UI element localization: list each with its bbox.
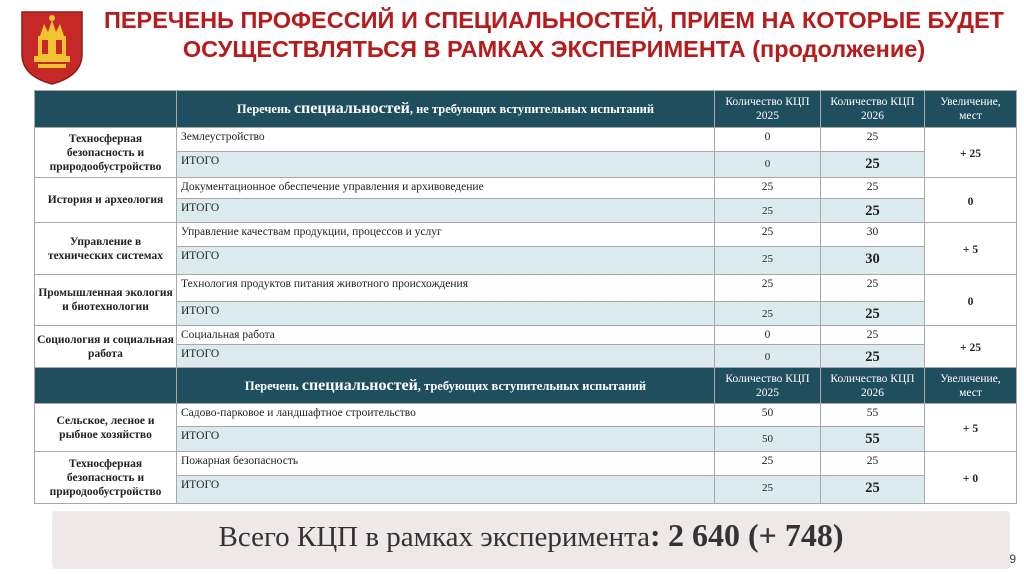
header-kcp-2025: Количество КЦП 2025: [715, 91, 821, 128]
header-increase: Увеличение, мест: [925, 91, 1017, 128]
kcp-2025: 25: [715, 178, 821, 199]
total-2026: 25: [821, 345, 925, 368]
table-row-total: [35, 345, 1017, 368]
table-row-total: [35, 199, 1017, 223]
table-row-total: [35, 427, 1017, 452]
table-row-total: [35, 152, 1017, 178]
kcp-2025: 25: [715, 452, 821, 476]
kcp-2026: 25: [821, 128, 925, 152]
header-blank: [35, 91, 177, 128]
specialty-name: Садово-парковое и ландшафтное строительство: [177, 404, 715, 427]
total-2026: 30: [821, 247, 925, 275]
table-row: [35, 452, 1017, 476]
total-2026: 25: [821, 476, 925, 504]
table-header-1: [35, 91, 1017, 128]
total-2025: 25: [715, 476, 821, 504]
table-row: [35, 326, 1017, 345]
group-name: Техносферная безопасность и природообустройство: [35, 128, 177, 178]
header-title: Перечень специальностей, не требующих вступительных испытаний: [177, 91, 715, 128]
total-label: ИТОГО: [177, 476, 715, 504]
total-summary-label: Всего КЦП в рамках эксперимента: [218, 521, 651, 553]
specialty-name: Землеустройство: [177, 128, 715, 152]
specialty-name: Управление качествам продукции, процессов и услуг: [177, 223, 715, 247]
header-kcp-2025: Количество КЦП 2025: [715, 368, 821, 404]
header-increase: Увеличение, мест: [925, 368, 1017, 404]
table-row-total: [35, 302, 1017, 326]
header-kcp-2026: Количество КЦП 2026: [821, 91, 925, 128]
total-2025: 0: [715, 345, 821, 368]
total-label: ИТОГО: [177, 345, 715, 368]
total-summary-colon: :: [650, 517, 661, 553]
increase-value: 0: [925, 275, 1017, 326]
increase-value: + 25: [925, 128, 1017, 178]
table-row: [35, 178, 1017, 199]
kcp-2025: 25: [715, 275, 821, 302]
increase-value: + 0: [925, 452, 1017, 504]
kcp-2025: 0: [715, 128, 821, 152]
increase-value: + 25: [925, 326, 1017, 368]
coat-of-arms-logo: [20, 10, 84, 86]
kcp-2026: 30: [821, 223, 925, 247]
group-name: Социология и социальная работа: [35, 326, 177, 368]
group-name: Промышленная экология и биотехнологии: [35, 275, 177, 326]
total-2025: 0: [715, 152, 821, 178]
group-name: Управление в технических системах: [35, 223, 177, 275]
table-header-2: [35, 368, 1017, 404]
increase-value: + 5: [925, 404, 1017, 452]
table-row-total: [35, 476, 1017, 504]
table-row: [35, 128, 1017, 152]
total-label: ИТОГО: [177, 199, 715, 223]
kcp-2025: 25: [715, 223, 821, 247]
total-2025: 25: [715, 302, 821, 326]
total-label: ИТОГО: [177, 152, 715, 178]
total-2025: 25: [715, 247, 821, 275]
table-row: [35, 275, 1017, 302]
group-name: Техносферная безопасность и природообустройство: [35, 452, 177, 504]
specialties-table: [34, 90, 1017, 504]
group-name: История и археология: [35, 178, 177, 223]
kcp-2026: 25: [821, 178, 925, 199]
total-2025: 50: [715, 427, 821, 452]
table-row: [35, 223, 1017, 247]
kcp-2026: 25: [821, 275, 925, 302]
group-name: Сельское, лесное и рыбное хозяйство: [35, 404, 177, 452]
total-summary-value: 2 640 (+ 748): [667, 517, 844, 553]
header-kcp-2026: Количество КЦП 2026: [821, 368, 925, 404]
kcp-2025: 50: [715, 404, 821, 427]
header-title: Перечень специальностей, требующих вступительных испытаний: [177, 368, 715, 404]
kcp-2026: 55: [821, 404, 925, 427]
page-number: 9: [1009, 552, 1016, 566]
total-2026: 25: [821, 302, 925, 326]
total-label: ИТОГО: [177, 302, 715, 326]
total-2026: 55: [821, 427, 925, 452]
total-label: ИТОГО: [177, 247, 715, 275]
page-title: ПЕРЕЧЕНЬ ПРОФЕССИЙ И СПЕЦИАЛЬНОСТЕЙ, ПРИЕМ НА КОТОРЫЕ БУДЕТ ОСУЩЕСТВЛЯТЬСЯ В РАМКАХ ЭКСПЕРИМЕНТА (продолжение): [103, 7, 1005, 62]
total-summary: [52, 511, 1010, 569]
total-2026: 25: [821, 152, 925, 178]
specialty-name: Документационное обеспечение управления и архивоведение: [177, 178, 715, 199]
total-label: ИТОГО: [177, 427, 715, 452]
kcp-2026: 25: [821, 452, 925, 476]
total-2025: 25: [715, 199, 821, 223]
specialty-name: Пожарная безопасность: [177, 452, 715, 476]
kcp-2025: 0: [715, 326, 821, 345]
specialty-name: Технология продуктов питания животного происхождения: [177, 275, 715, 302]
table-row: [35, 404, 1017, 427]
increase-value: + 5: [925, 223, 1017, 275]
total-2026: 25: [821, 199, 925, 223]
kcp-2026: 25: [821, 326, 925, 345]
specialty-name: Социальная работа: [177, 326, 715, 345]
increase-value: 0: [925, 178, 1017, 223]
header-blank: [35, 368, 177, 404]
table-row-total: [35, 247, 1017, 275]
